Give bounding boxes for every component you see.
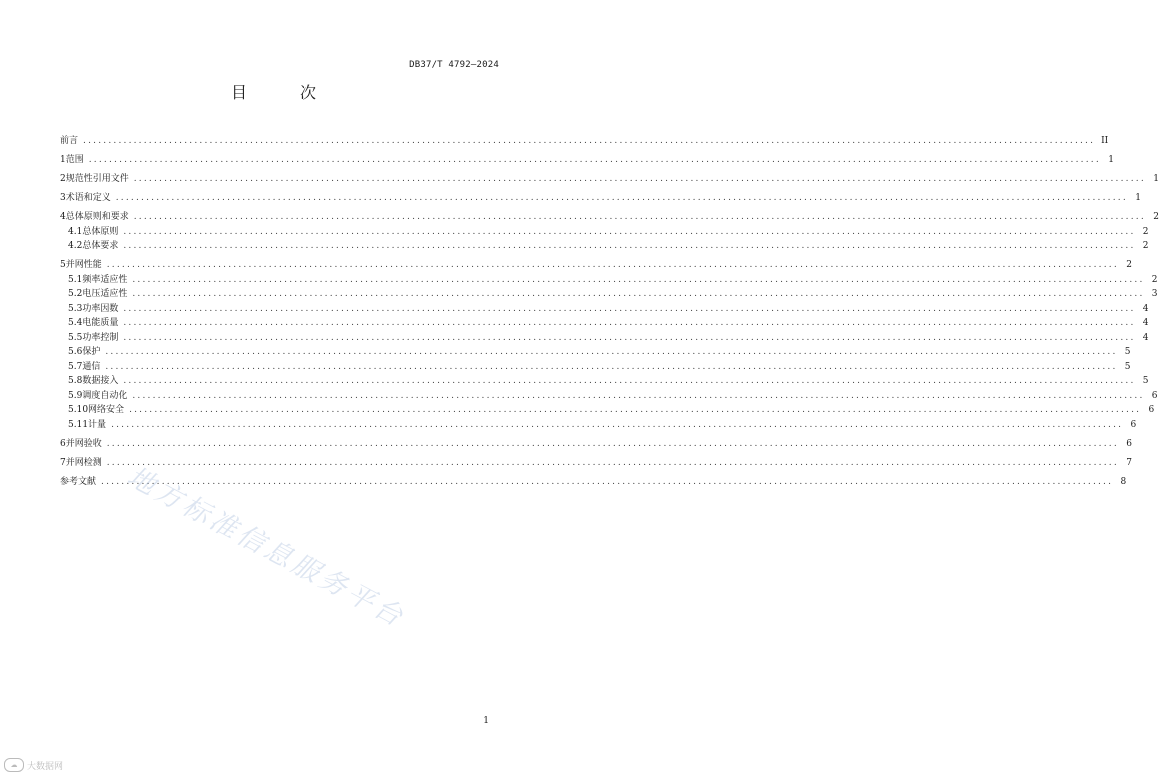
toc-entry-label: 参考文献 xyxy=(60,476,97,487)
toc-entry-label: 总体要求 xyxy=(82,241,119,251)
toc-entry-label: 电压适应性 xyxy=(82,289,128,299)
toc-entry-page: 2 xyxy=(1153,212,1159,222)
toc-leader-dots: ........................................................................................................................................................................................................ xyxy=(123,226,1136,237)
toc-entry[interactable] xyxy=(60,418,1137,433)
toc-leader-dots: ........................................................................................................................................................................................................ xyxy=(123,241,1136,251)
toc-leader-dots: ........................................................................................................................................................................................................ xyxy=(83,136,1096,146)
toc-entry-page: 5 xyxy=(1142,376,1149,386)
toc-entry-page: 6 xyxy=(1126,438,1132,449)
toc-leader-dots: ........................................................................................................................................................................................................ xyxy=(123,376,1136,386)
toc-entry-number: 5.9 xyxy=(68,390,83,401)
toc-entry-page: 5 xyxy=(1124,361,1131,372)
toc-leader-dots: ........................................................................................................................................................................................................ xyxy=(132,289,1145,299)
toc-entry-label: 术语和定义 xyxy=(65,193,111,203)
toc-leader-dots: ........................................................................................................................................................................................................ xyxy=(105,347,1118,357)
toc-entry-number: 4.1 xyxy=(68,226,83,237)
toc-entry-number: 5.11 xyxy=(68,419,89,430)
toc-entry[interactable] xyxy=(60,225,1149,240)
toc-leader-dots: ........................................................................................................................................................................................................ xyxy=(106,260,1119,270)
toc-entry-number: 4 xyxy=(60,212,66,222)
toc-leader-dots: ........................................................................................................................................................................................................ xyxy=(133,212,1146,222)
page-number: 1 xyxy=(483,716,489,726)
document-code: DB37/T 4792—2024 xyxy=(409,60,499,70)
toc-entry-label: 前言 xyxy=(60,136,79,146)
toc-entry-page: 1 xyxy=(1108,155,1114,165)
toc-entry-label: 功率因数 xyxy=(82,303,119,314)
toc-entry[interactable] xyxy=(60,389,1158,404)
cloud-logo-icon: ☁ xyxy=(4,758,24,772)
toc-entry[interactable] xyxy=(60,403,1155,418)
toc-entry-label: 计量 xyxy=(88,419,107,430)
watermark: 地方标准信息服务平台 xyxy=(122,461,411,635)
toc-leader-dots: ........................................................................................................................................................................................................ xyxy=(132,390,1145,401)
toc-entry-number: 5.3 xyxy=(68,303,83,314)
toc-entry-page: 1 xyxy=(1153,174,1159,184)
toc-leader-dots: ........................................................................................................................................................................................................ xyxy=(101,476,1114,487)
toc-entry-number: 6 xyxy=(60,438,66,449)
toc-entry-label: 调度自动化 xyxy=(82,390,128,401)
footer-logo-text: 大数据网 xyxy=(27,761,64,772)
toc-entry-page: 2 xyxy=(1142,241,1149,251)
toc-entry[interactable] xyxy=(60,210,1159,225)
table-of-contents xyxy=(60,134,1159,489)
toc-entry-label: 通信 xyxy=(82,361,101,372)
toc-entry-number: 5.6 xyxy=(68,347,83,357)
footer-logo xyxy=(4,758,63,772)
toc-entry-label: 总体原则和要求 xyxy=(65,212,129,222)
toc-entry-label: 并网性能 xyxy=(65,260,102,270)
toc-entry-page: 4 xyxy=(1142,332,1149,343)
toc-leader-dots: ........................................................................................................................................................................................................ xyxy=(129,405,1142,415)
toc-entry[interactable] xyxy=(60,287,1158,302)
toc-entry-page: 4 xyxy=(1142,318,1149,328)
toc-entry-number: 5.8 xyxy=(68,376,83,386)
toc-entry[interactable] xyxy=(60,331,1149,346)
toc-entry-page: 2 xyxy=(1126,260,1132,270)
toc-entry-page: 6 xyxy=(1151,390,1158,401)
toc-leader-dots: ........................................................................................................................................................................................................ xyxy=(106,438,1119,449)
toc-entry-label: 并网验收 xyxy=(65,438,102,449)
toc-entry-number: 3 xyxy=(60,193,66,203)
toc-entry-label: 总体原则 xyxy=(82,226,119,237)
toc-entry-number: 4.2 xyxy=(68,241,83,251)
toc-entry-label: 保护 xyxy=(82,347,101,357)
toc-entry-number: 5 xyxy=(60,260,66,270)
toc-entry-page: 7 xyxy=(1126,457,1132,468)
toc-leader-dots: ........................................................................................................................................................................................................ xyxy=(133,174,1146,184)
toc-entry-number: 1 xyxy=(60,155,66,165)
toc-leader-dots: ........................................................................................................................................................................................................ xyxy=(88,155,1101,165)
toc-entry-page: 1 xyxy=(1135,193,1141,203)
toc-leader-dots: ........................................................................................................................................................................................................ xyxy=(123,303,1136,314)
toc-entry[interactable] xyxy=(60,258,1132,273)
toc-entry-number: 5.10 xyxy=(68,405,89,415)
toc-entry-number: 5.1 xyxy=(68,274,83,285)
toc-leader-dots: ........................................................................................................................................................................................................ xyxy=(123,318,1136,328)
toc-entry[interactable] xyxy=(60,172,1159,187)
toc-entry[interactable] xyxy=(60,153,1114,168)
toc-leader-dots: ........................................................................................................................................................................................................ xyxy=(132,274,1145,285)
toc-entry[interactable] xyxy=(60,374,1149,389)
toc-entry[interactable] xyxy=(60,437,1132,452)
toc-entry-number: 5.5 xyxy=(68,332,83,343)
toc-entry-label: 范围 xyxy=(65,155,84,165)
toc-leader-dots: ........................................................................................................................................................................................................ xyxy=(105,361,1118,372)
toc-entry-number: 7 xyxy=(60,457,66,468)
toc-entry-number: 5.2 xyxy=(68,289,83,299)
toc-entry-page: 8 xyxy=(1120,476,1127,487)
toc-entry-page: 2 xyxy=(1151,274,1158,285)
toc-leader-dots: ........................................................................................................................................................................................................ xyxy=(106,457,1119,468)
page-title: 目 次 xyxy=(230,83,341,102)
toc-entry[interactable] xyxy=(60,191,1141,206)
toc-leader-dots: ........................................................................................................................................................................................................ xyxy=(115,193,1128,203)
toc-entry[interactable] xyxy=(60,456,1132,471)
toc-entry-number: 5.7 xyxy=(68,361,83,372)
toc-leader-dots: ........................................................................................................................................................................................................ xyxy=(111,419,1124,430)
toc-entry-page: II xyxy=(1101,136,1109,146)
toc-entry-page: 6 xyxy=(1130,419,1137,430)
toc-entry[interactable] xyxy=(60,345,1131,360)
toc-entry-page: 2 xyxy=(1142,226,1149,237)
toc-entry-label: 电能质量 xyxy=(82,318,119,328)
toc-entry[interactable] xyxy=(60,273,1158,288)
toc-entry[interactable] xyxy=(60,239,1149,254)
toc-entry[interactable] xyxy=(60,134,1109,149)
toc-entry[interactable] xyxy=(60,316,1149,331)
toc-entry-number: 2 xyxy=(60,174,66,184)
toc-entry-label: 频率适应性 xyxy=(82,274,128,285)
toc-entry-page: 3 xyxy=(1151,289,1158,299)
toc-leader-dots: ........................................................................................................................................................................................................ xyxy=(123,332,1136,343)
toc-entry-label: 规范性引用文件 xyxy=(65,174,129,184)
toc-entry-label: 网络安全 xyxy=(88,405,125,415)
toc-entry-page: 5 xyxy=(1124,347,1131,357)
toc-entry-label: 并网检测 xyxy=(65,457,102,468)
toc-entry[interactable] xyxy=(60,302,1149,317)
toc-entry-page: 4 xyxy=(1142,303,1149,314)
toc-entry-number: 5.4 xyxy=(68,318,83,328)
toc-entry-page: 6 xyxy=(1148,405,1155,415)
toc-entry[interactable] xyxy=(60,360,1131,375)
toc-entry-label: 数据接入 xyxy=(82,376,119,386)
toc-entry-label: 功率控制 xyxy=(82,332,119,343)
